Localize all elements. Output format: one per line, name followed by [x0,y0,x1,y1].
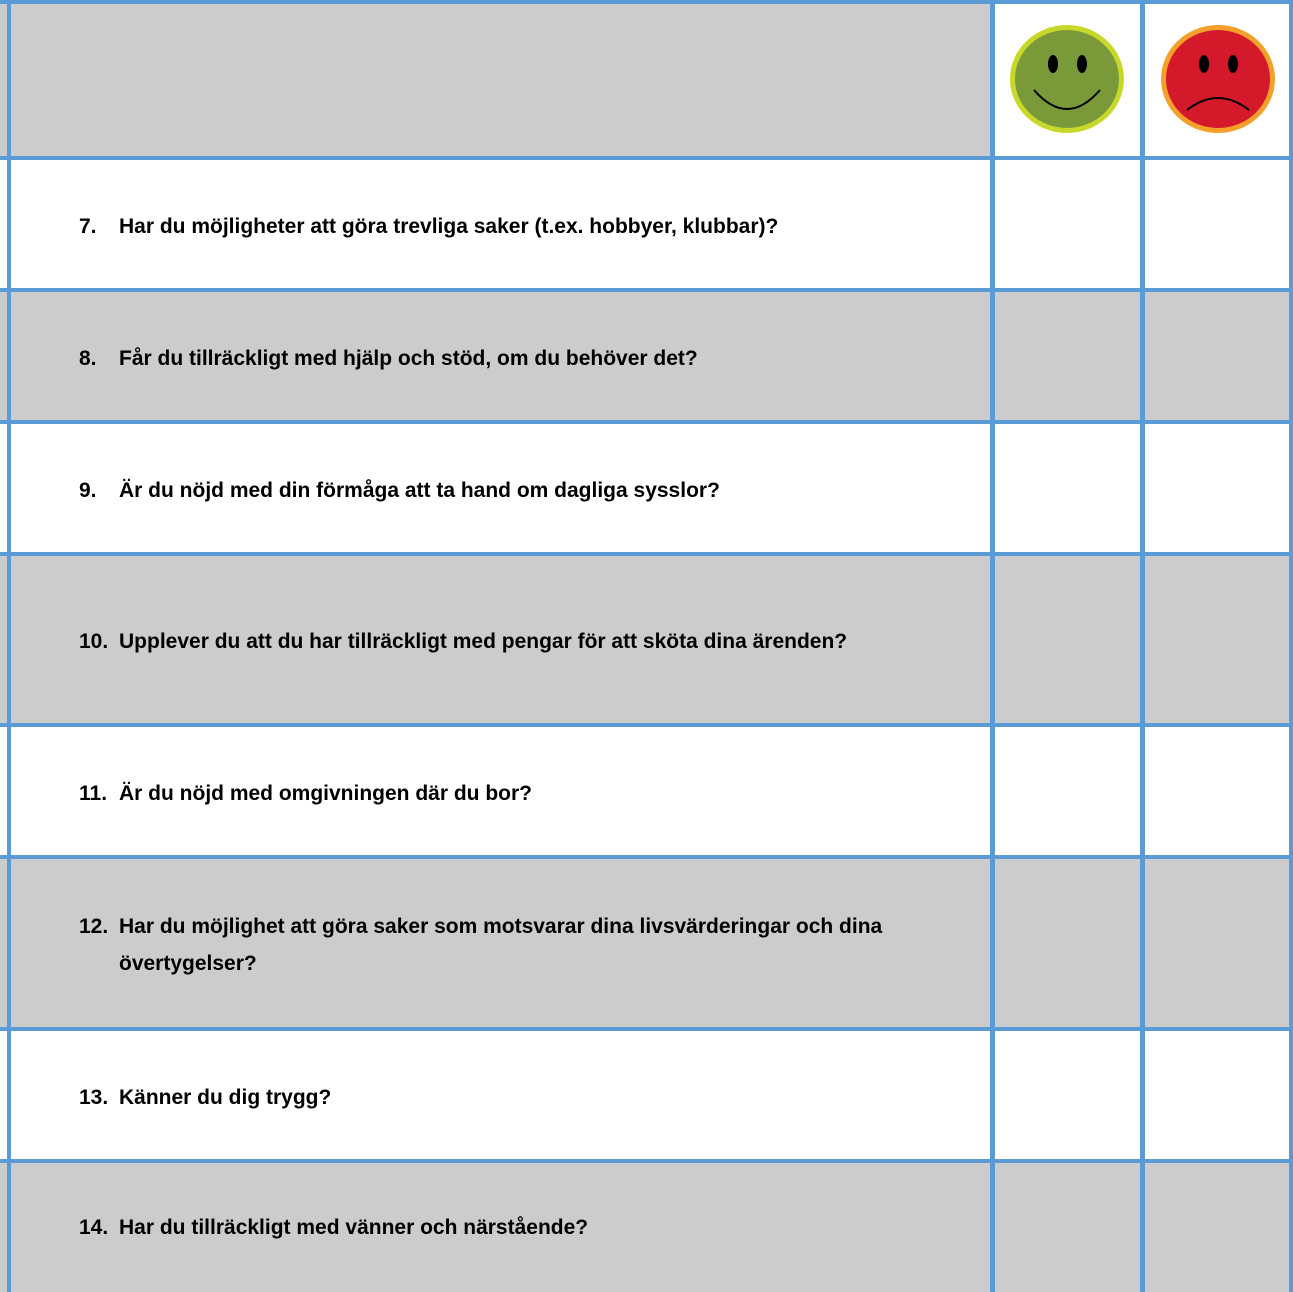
sad-face-icon [1157,22,1279,136]
question-number: 10. [79,630,109,653]
happy-face-icon [1006,22,1128,136]
question-number: 13. [79,1085,109,1109]
question-row-8 [0,292,1293,424]
question-number: 8. [79,346,97,370]
answer-cell-sad[interactable] [1145,160,1293,292]
answer-cell-sad[interactable] [1145,556,1293,727]
question-number: 9. [79,478,97,502]
answer-cell-happy[interactable] [995,160,1141,292]
question-number: 14. [79,1216,109,1239]
question-text: Får du tillräckligt med hjälp och stöd, om du behöver det? [119,346,698,370]
question-cell [12,424,990,556]
answer-cell-sad[interactable] [1145,727,1293,859]
answer-cell-happy[interactable] [995,424,1141,556]
question-row-14 [0,1163,1293,1292]
question-row-9 [0,424,1293,556]
answer-cell-happy[interactable] [995,727,1141,859]
question-number: 7. [79,214,97,238]
question-text: Har du möjligheter att göra trevliga saker (t.ex. hobbyer, klubbar)? [119,214,779,238]
question-cell [12,160,990,292]
question-text: Känner du dig trygg? [119,1085,332,1109]
question-text: Är du nöjd med omgivningen där du bor? [119,781,532,805]
answer-cell-sad[interactable] [1145,292,1293,424]
answer-cell-sad[interactable] [1145,859,1293,1031]
question-text: Är du nöjd med din förmåga att ta hand om dagliga sysslor? [119,478,720,502]
question-row-11 [0,727,1293,859]
question-row-13 [0,1031,1293,1163]
answer-cell-happy[interactable] [995,859,1141,1031]
question-cell [12,1031,990,1163]
question-cell [12,859,990,1031]
question-number: 11. [79,781,108,805]
question-number: 12. [79,915,109,938]
answer-cell-sad[interactable] [1145,424,1293,556]
question-cell [12,727,990,859]
question-row-12 [0,859,1293,1031]
question-text: Upplever du att du har tillräckligt med pengar för att sköta dina ärenden? [119,630,848,653]
answer-cell-happy[interactable] [995,1163,1141,1292]
answer-cell-happy[interactable] [995,1031,1141,1163]
question-cell [12,1163,990,1292]
question-text: Har du möjlighet att göra saker som motsvarar dina livsvärderingar och dina övertygelser? [119,915,883,975]
answer-cell-sad[interactable] [1145,1163,1293,1292]
question-text: Har du tillräckligt med vänner och närstående? [119,1216,589,1239]
answer-cell-happy[interactable] [995,292,1141,424]
answer-cell-happy[interactable] [995,556,1141,727]
question-cell [12,292,990,424]
question-row-7 [0,160,1293,292]
question-row-10 [0,556,1293,727]
question-cell [12,556,990,727]
answer-cell-sad[interactable] [1145,1031,1293,1163]
